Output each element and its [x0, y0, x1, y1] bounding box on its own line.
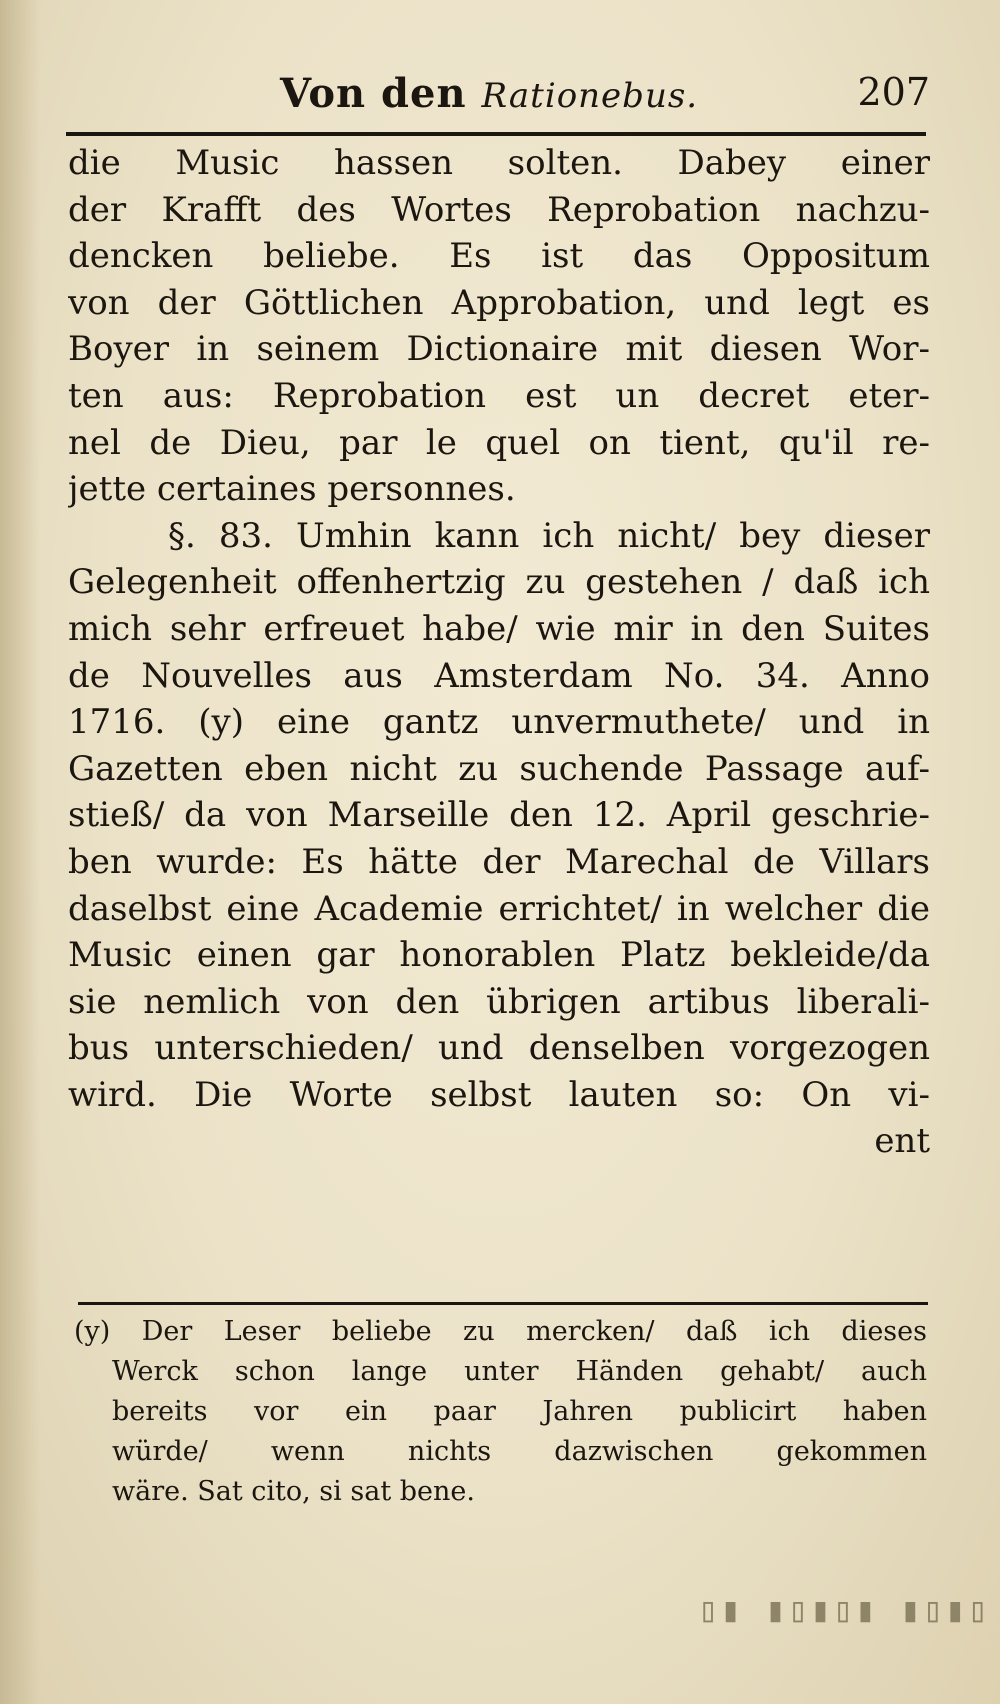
- text-line: bus unterschieden/ und denselben vorgezogen: [68, 1028, 930, 1069]
- text-line: stieß/ da von Marseille den 12. April geschrie-: [68, 795, 930, 836]
- text-line: Gelegenheit offenhertzig zu gestehen / daß ich: [68, 562, 930, 603]
- running-title-gothic: Von den: [280, 70, 467, 117]
- text-line: mich sehr erfreuet habe/ wie mir in den Suites: [68, 608, 930, 649]
- text-line: jette certaines personnes.: [68, 469, 516, 510]
- text-line: dencken beliebe. Es ist das Oppositum: [68, 236, 930, 277]
- section-heading-line: §. 83. Umhin kann ich nicht/ bey dieser: [168, 515, 930, 556]
- footnote-block: [74, 1312, 927, 1512]
- main-text: [68, 140, 930, 1165]
- text-line: ben wurde: Es hätte der Marechal de Villars: [68, 841, 930, 882]
- text-line: die Music hassen solten. Dabey einer: [68, 143, 930, 183]
- page-number: 207: [857, 70, 930, 114]
- footnote-line: bereits vor ein paar Jahren publicirt haben: [112, 1396, 927, 1427]
- running-title: [280, 70, 698, 117]
- footnote-line: würde/ wenn nichts dazwischen gekommen: [112, 1436, 927, 1467]
- catchword: ent: [874, 1121, 930, 1162]
- footnote-line: (y) Der Leser beliebe zu mercken/ daß ich dieses: [74, 1316, 927, 1347]
- text-line: nel de Dieu, par le quel on tient, qu'il re-: [68, 422, 930, 463]
- running-title-latin: Rationebus.: [481, 76, 699, 116]
- footnote-line: wäre. Sat cito, si sat bene.: [112, 1476, 475, 1507]
- text-line: der Krafft des Wortes Reprobation nachzu-: [68, 189, 930, 230]
- footnote-line: Werck schon lange unter Händen gehabt/ auch: [112, 1356, 927, 1387]
- page-gutter-shadow: [0, 0, 40, 1704]
- running-header: [70, 70, 930, 130]
- footnote-rule: [78, 1302, 928, 1305]
- text-line: wird. Die Worte selbst lauten so: On vi-: [68, 1074, 930, 1115]
- text-line: sie nemlich von den übrigen artibus liberali-: [68, 981, 930, 1022]
- text-line: ten aus: Reprobation est un decret eter-: [68, 375, 930, 416]
- text-line: Music einen gar honorablen Platz bekleide/da: [68, 935, 930, 976]
- text-line: de Nouvelles aus Amsterdam No. 34. Anno: [68, 655, 930, 696]
- text-line: von der Göttlichen Approbation, und legt es: [68, 282, 930, 323]
- text-line: 1716. (y) eine gantz unvermuthete/ und in: [68, 702, 930, 743]
- text-line: daselbst eine Academie errichtet/ in welcher die: [68, 888, 930, 929]
- header-rule: [66, 132, 926, 136]
- text-line: Gazetten eben nicht zu suchende Passage auf-: [68, 748, 930, 789]
- text-line: Boyer in seinem Dictionaire mit diesen Wor-: [68, 329, 930, 370]
- bleed-through-marks: ▯▮ ▮▯▮▯▮ ▮▯▮▯: [697, 1590, 990, 1630]
